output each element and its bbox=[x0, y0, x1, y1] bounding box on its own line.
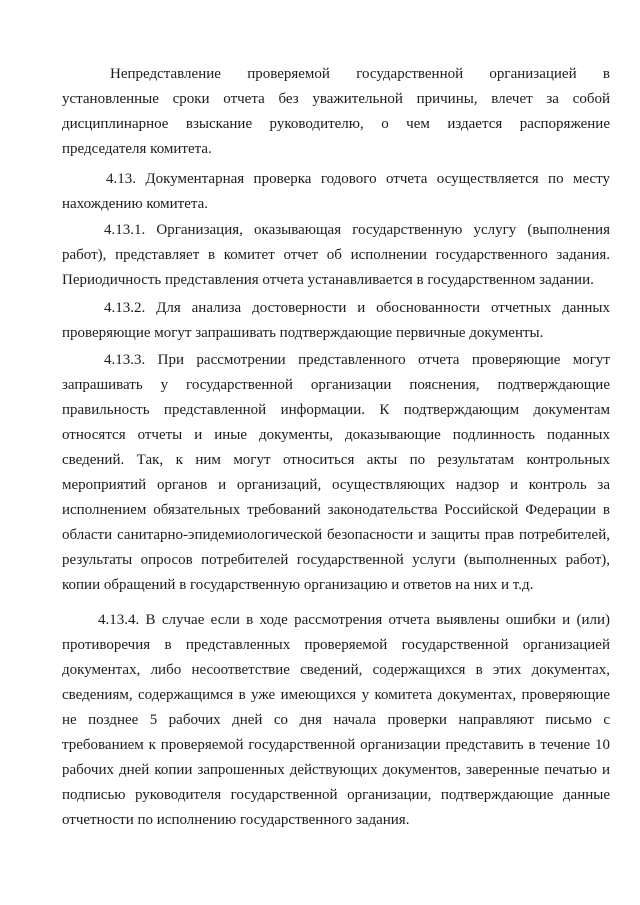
text-line: дисциплинарное взыскание руководителю, о чем издается распоряжение bbox=[62, 116, 610, 132]
paragraph-non-submission bbox=[62, 62, 610, 162]
text-line: мероприятий органов и организаций, осуществляющих надзор и контроль за bbox=[62, 477, 610, 493]
text-line: подписью руководителя государственной организации, подтверждающие данные bbox=[62, 787, 610, 803]
text-line: не позднее 5 рабочих дней со дня начала проверки направляют письмо с bbox=[62, 712, 610, 728]
text-line: относятся отчеты и иные документы, доказывающие подлинность поданных bbox=[62, 427, 610, 443]
paragraph-4-13-3 bbox=[62, 348, 610, 598]
text-line: 4.13. Документарная проверка годового отчета осуществляется по месту bbox=[106, 171, 610, 187]
text-line: результаты опросов потребителей государственной услуги (выполненных работ), bbox=[62, 552, 610, 568]
text-line: нахождению комитета. bbox=[62, 196, 209, 212]
text-line: Непредставление проверяемой государственной организацией в bbox=[110, 66, 610, 82]
text-line: копии обращений в государственную организацию и ответов на них и т.д. bbox=[62, 577, 534, 593]
text-line: противоречия в представленных проверяемой государственной организацией bbox=[62, 637, 610, 653]
paragraph-4-13-1 bbox=[62, 218, 610, 293]
text-line: проверяющие могут запрашивать подтверждающие первичные документы. bbox=[62, 325, 544, 341]
text-line: рабочих дней копии запрошенных действующих документов, заверенные печатью и bbox=[62, 762, 610, 778]
text-line: правильность представленной информации. К подтверждающим документам bbox=[62, 402, 610, 418]
text-line: требованием к проверяемой государственной организации представить в течение 10 bbox=[62, 737, 610, 753]
paragraph-4-13 bbox=[62, 167, 610, 217]
text-line: 4.13.3. При рассмотрении представленного отчета проверяющие могут bbox=[104, 352, 610, 368]
text-line: 4.13.2. Для анализа достоверности и обоснованности отчетных данных bbox=[104, 300, 610, 316]
paragraph-4-13-4 bbox=[62, 608, 610, 833]
text-line: сведениям, содержащимся в уже имеющихся у комитета документах, проверяющие bbox=[62, 687, 610, 703]
text-line: 4.13.4. В случае если в ходе рассмотрения отчета выявлены ошибки и (или) bbox=[98, 612, 610, 628]
text-line: сведений. Так, к ним могут относиться акты по результатам контрольных bbox=[62, 452, 610, 468]
text-line: документах, либо несоответствие сведений, содержащихся в этих документах, bbox=[62, 662, 610, 678]
text-line: запрашивать у государственной организации пояснения, подтверждающие bbox=[62, 377, 610, 393]
paragraph-4-13-2 bbox=[62, 296, 610, 346]
text-line: председателя комитета. bbox=[62, 141, 212, 157]
text-line: 4.13.1. Организация, оказывающая государственную услугу (выполнения bbox=[104, 222, 610, 238]
text-line: работ), представляет в комитет отчет об исполнении государственного задания. bbox=[62, 247, 610, 263]
text-line: отчетности по исполнению государственного задания. bbox=[62, 812, 410, 828]
text-line: установленные сроки отчета без уважительной причины, влечет за собой bbox=[62, 91, 610, 107]
text-line: области санитарно-эпидемиологической безопасности и защиты прав потребителей, bbox=[62, 527, 610, 543]
text-line: Периодичность представления отчета устанавливается в государственном задании. bbox=[62, 272, 594, 288]
text-line: исполнением обязательных требований законодательства Российской Федерации в bbox=[62, 502, 610, 518]
